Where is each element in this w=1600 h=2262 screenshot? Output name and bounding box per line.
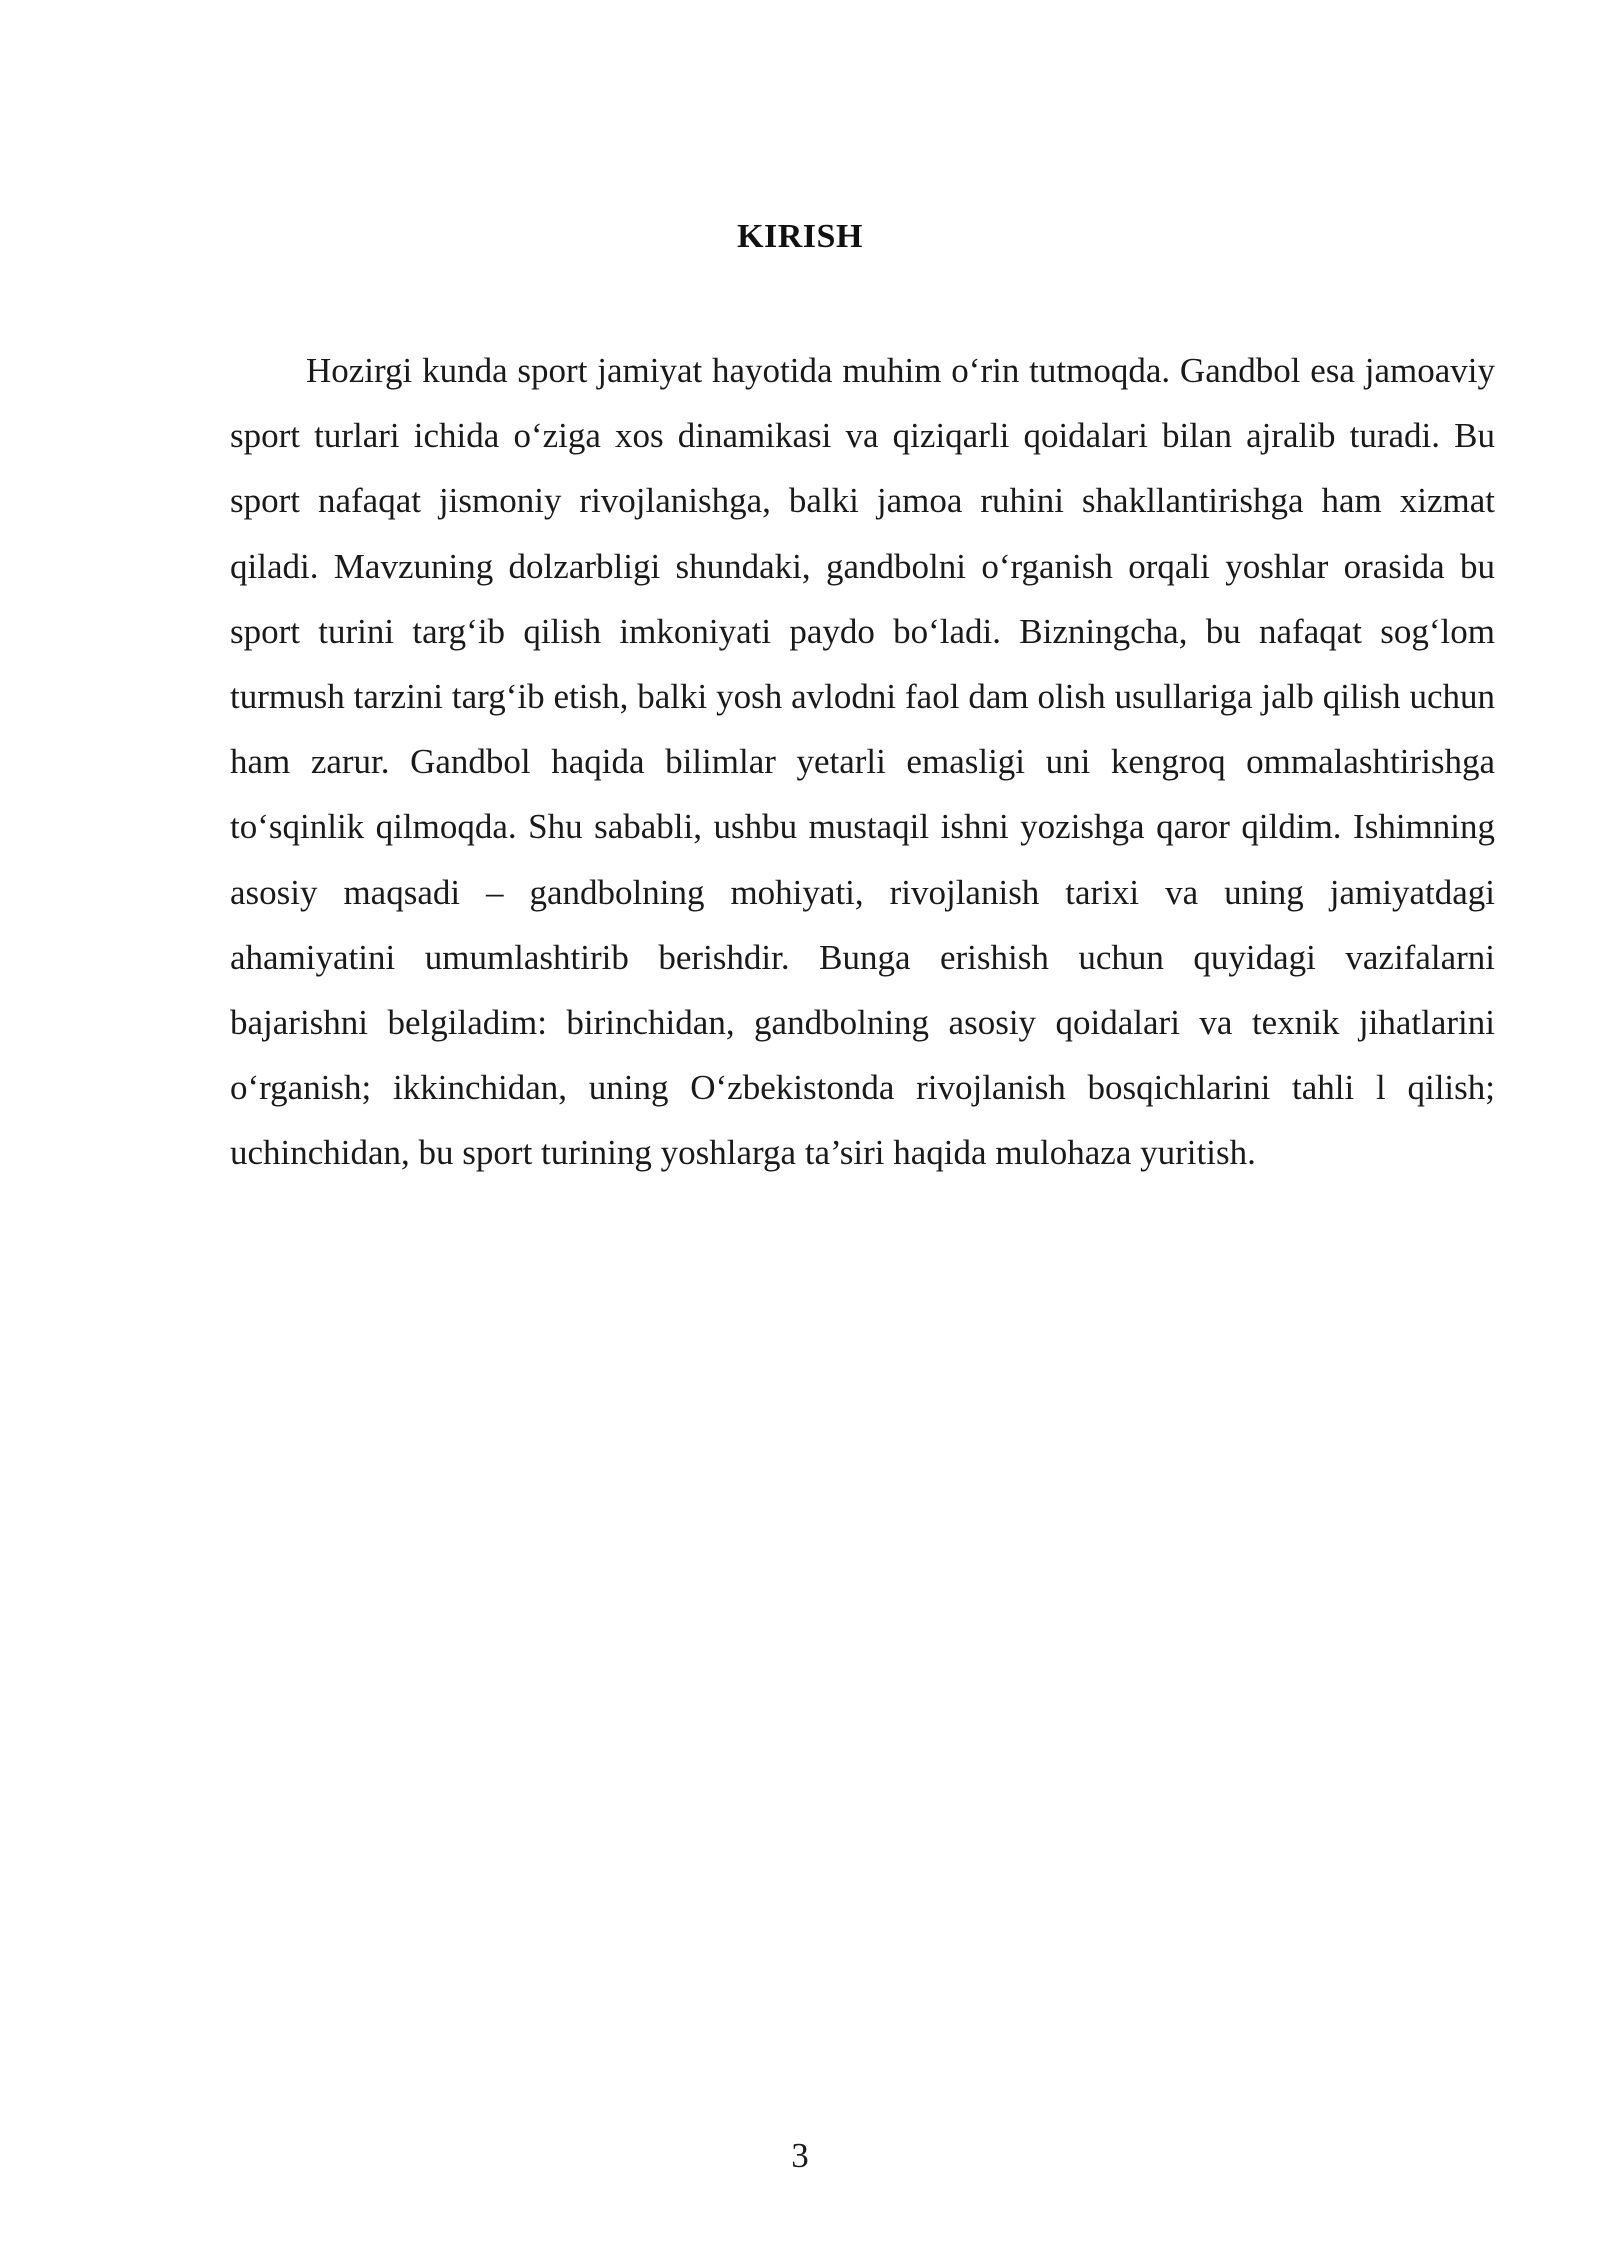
body-paragraph: Hozirgi kunda sport jamiyat hayotida muhim o‘rin tutmoqda. Gandbol esa jamoaviy sport turlari ichida o‘ziga xos dinamikasi va qiziqarli qoidalari bilan ajralib turadi. Bu sport nafaqat jismoniy rivojlanishga, balki jamoa ruhini shakllantirishga ham xizmat qiladi. Mavzuning dolzarbligi shundaki, gandbolni o‘rganish orqali yoshlar orasida bu sport turini targ‘ib qilish imkoniyati paydo bo‘ladi. Bizningcha, bu nafaqat sog‘lom turmush tarzini targ‘ib etish, balki yosh avlodni faol dam olish usullariga jalb qilish uchun ham zarur. Gandbol haqida bilimlar yetarli emasligi uni kengroq ommalashtirishga to‘sqinlik qilmoqda. Shu sababli, ushbu mustaqil ishni yozishga qaror qildim. Ishimning asosiy maqsadi – gandbolning mohiyati, rivojlanish tarixi va uning jamiyatdagi ahamiyatini umumlashtirib berishdir. Bunga erishish uchun quyidagi vazifalarni bajarishni belgiladim: birinchidan, gandbolning asosiy qoidalari va texnik jihatlarini o‘rganish; ikkinchidan, uning O‘zbekistonda rivojlanish bosqichlarini tahli l qilish; uchinchidan, bu sport turining yoshlarga ta’siri haqida mulohaza yuritish.: [230, 351, 1495, 1173]
section-heading: KIRISH: [737, 218, 863, 255]
page-number: 3: [791, 2136, 809, 2175]
